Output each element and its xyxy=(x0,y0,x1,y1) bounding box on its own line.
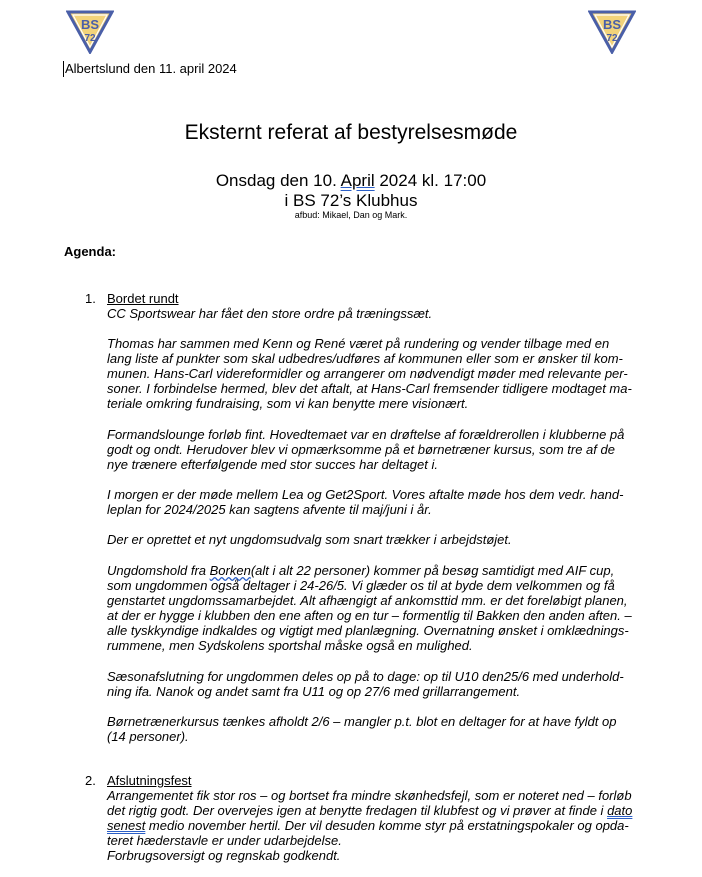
club-logo-icon xyxy=(66,10,114,54)
text-line: nye trænere efterfølgende med stor succes har deltaget i. xyxy=(107,457,438,472)
meeting-month-spellcheck[interactable]: April xyxy=(340,171,375,190)
club-logo-icon xyxy=(588,10,636,54)
text-line: CC Sportswear har fået den store ordre på træningssæt. xyxy=(107,306,433,321)
text-line: genstartet ungdomssamarbejdet. Alt afhængigt af ankomsttid mm. er det foreløbigt planen, xyxy=(107,593,628,608)
paragraph xyxy=(107,306,647,321)
meeting-date-post: 2024 kl. 17:00 xyxy=(374,171,487,190)
agenda-item-number: 1. xyxy=(85,291,96,306)
paragraph xyxy=(107,788,647,848)
text-line: I morgen er der møde mellem Lea og Get2Sport. Vores aftalte møde hos dem vedr. hand- xyxy=(107,487,624,502)
text-line: Formandslounge forløb fint. Hovedtemaet var en drøftelse af forældrerollen i klubberne på xyxy=(107,427,625,442)
text-line: teret hæderstavle er under udarbejdelse. xyxy=(107,833,342,848)
club-logo-right xyxy=(588,10,636,54)
text-line: Thomas har sammen med Kenn og René været på rundering og vender tilbage med en xyxy=(107,336,610,351)
meeting-location: i BS 72’s Klubhus xyxy=(284,191,418,210)
logo-text-bottom: 72 xyxy=(606,33,618,44)
club-logo-left xyxy=(66,10,114,54)
text-line: Der er oprettet et nyt ungdomsudvalg som snart trækker i arbejdstøjet. xyxy=(107,532,512,547)
text-fragment: medio november hertil. Der vil desuden komme styr på erstatningspokaler og opda- xyxy=(145,818,629,833)
paragraph xyxy=(107,487,647,517)
logo-text-top: BS xyxy=(602,17,622,32)
text-fragment: Ungdomshold fra xyxy=(107,563,210,578)
text-line: munen. Hans-Carl videreformidler og arrangerer om nødvendigt møder med relevante per- xyxy=(107,366,628,381)
text-line: Arrangementet fik stor ros – og bortset fra mindre skønhedsfejl, som er noteret ned – forløb xyxy=(107,788,632,803)
paragraph xyxy=(107,427,647,472)
text-line: Børnetrænerkursus tænkes afholdt 2/6 – mangler p.t. blot en deltager for at have fyldt op xyxy=(107,714,617,729)
paragraph xyxy=(107,848,647,863)
agenda-item-number: 2. xyxy=(85,773,96,788)
agenda-item-title: Bordet rundt xyxy=(107,291,179,306)
text-fragment: (alt i alt 22 personer) kommer på besøg samtidigt med AIF cup, xyxy=(250,563,615,578)
spellcheck-word-borken[interactable]: Borken xyxy=(209,563,251,578)
text-line: at der er hygge i klubben den ene aften og en tur – formentlig til Bakken den anden aften. – xyxy=(107,608,632,623)
paragraph xyxy=(107,336,647,411)
text-line: soner. I forbindelse hermed, blev det aftalt, at Hans-Carl fremsender tidligere modtaget ma- xyxy=(107,381,632,396)
paragraph xyxy=(107,669,647,699)
place-date[interactable]: Albertslund den 11. april 2024 xyxy=(65,61,237,76)
text-line: Sæsonafslutning for ungdommen deles op på to dage: op til U10 den25/6 med underhold- xyxy=(107,669,624,684)
text-line: leplan for 2024/2025 kan sagtens afvente til maj/juni i år. xyxy=(107,502,432,517)
logo-text-bottom: 72 xyxy=(84,33,96,44)
text-fragment: det rigtig godt. Der overvejes igen at benytte fredagen til klubfest og vi prøver at finde i xyxy=(107,803,608,818)
text-line: alle tyskkyndige indkaldes og vigtigt med planlægning. Overnatning ønsket i omklædnings- xyxy=(107,623,629,638)
meeting-date-pre: Onsdag den 10. xyxy=(215,171,341,190)
meeting-datetime xyxy=(0,171,702,190)
text-line: lang liste af punkter som skal udbedres/udføres af kommunen eller som er ønsker til kom- xyxy=(107,351,623,366)
text-line xyxy=(107,803,647,818)
text-line: teriale omkring fundraising, som vi kan benytte mere visionært. xyxy=(107,396,469,411)
text-line: Forbrugsoversigt og regnskab godkendt. xyxy=(107,848,341,863)
text-line: som ungdommen også deltager i 24-26/5. Vi glæder os til at byde dem velkommen og få xyxy=(107,578,615,593)
text-line: rummene, men Sydskolens sportshal måske også en mulighed. xyxy=(107,638,473,653)
text-line xyxy=(107,818,647,833)
document-title: Eksternt referat af bestyrelsesmøde xyxy=(184,121,518,144)
agenda-heading: Agenda: xyxy=(64,244,116,259)
agenda-item-title: Afslutningsfest xyxy=(107,773,192,788)
spellcheck-word-senest[interactable]: senest xyxy=(107,818,146,833)
text-line: ning ifa. Nanok og andet samt fra U11 og op 27/6 med grillarrangement. xyxy=(107,684,521,699)
text-line xyxy=(107,563,647,578)
spellcheck-word-dato[interactable]: dato xyxy=(607,803,633,818)
paragraph xyxy=(107,563,647,653)
logo-text-top: BS xyxy=(80,17,100,32)
paragraph xyxy=(107,714,647,744)
paragraph xyxy=(107,532,647,547)
text-line: godt og ondt. Herudover blev vi opmærksomme på et børnetræner kursus, som tre af de xyxy=(107,442,615,457)
absent-note: afbud: Mikael, Dan og Mark. xyxy=(294,210,408,220)
text-line: (14 personer). xyxy=(107,729,189,744)
